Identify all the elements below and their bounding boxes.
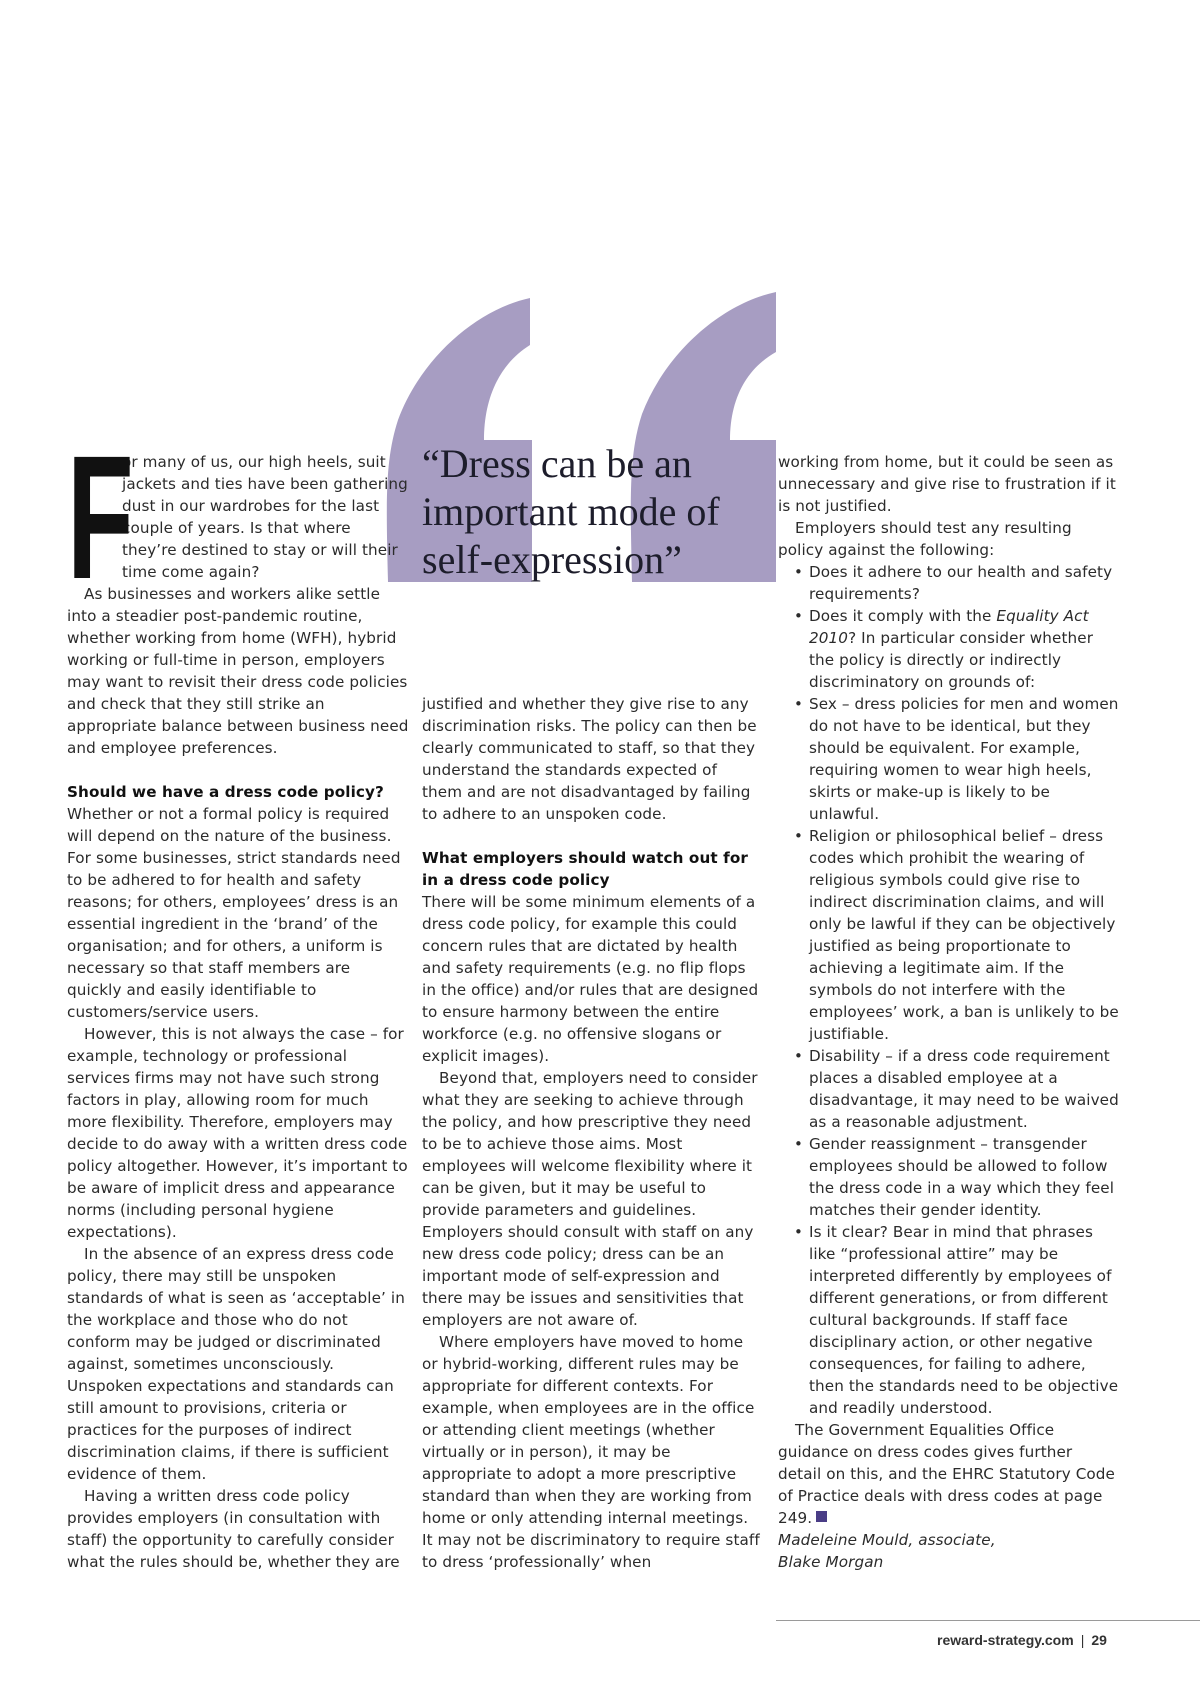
page-footer (937, 1632, 1107, 1648)
column-3 (778, 451, 1120, 1573)
intro-paragraph: or many of us, our high heels, suit jackets and ties have been gathering dust in our wardrobes for the last couple of years. Is that where they’re destined to stay or will their time come again? (122, 453, 408, 581)
page-number: 29 (1091, 1632, 1107, 1648)
author-byline: Madeleine Mould, associate, (778, 1531, 996, 1549)
pull-quote: “Dress can be an important mode of self-expression” (422, 441, 720, 582)
bullet-icon: • (794, 695, 803, 713)
column-2 (422, 693, 762, 1573)
bullet-icon: • (794, 1135, 803, 1153)
list-item: • Disability – if a dress code requirement places a disabled employee at a disadvantage, it may need to be waived as a reasonable adjustment. (794, 1047, 1119, 1131)
end-mark-icon (816, 1511, 827, 1522)
list-item: • Religion or philosophical belief – dress codes which prohibit the wearing of religious symbols could give rise to indirect discrimination claims, and will only be lawful if they can be objectively justified as being proportionate to achieving a legitimate aim. If the symbols do not interfere with the employees’ work, a ban is unlikely to be justifiable. (794, 827, 1119, 1043)
paragraph: Having a written dress code policy provides employers (in consultation with staff) the opportunity to carefully consider what the rules should be, whether they are (67, 1487, 400, 1571)
list-item: • Does it comply with the Equality Act 2010? In particular consider whether the policy is directly or indirectly discriminatory on grounds of: (794, 607, 1094, 691)
paragraph: There will be some minimum elements of a dress code policy, for example this could concern rules that are dictated by health and safety requirements (e.g. no flip flops in the office) and/or rules that are designed to ensure harmony between the entire workforce (e.g. no offensive slogans or explicit images). (422, 893, 759, 1065)
paragraph: Employers should test any resulting policy against the following: (778, 519, 1072, 559)
paragraph: justified and whether they give rise to any discrimination risks. The policy can then be clearly communicated to staff, so that they understand the standards expected of them and are not disadvantaged by failing to adhere to an unspoken code. (422, 695, 757, 823)
section-heading: What employers should watch out for in a dress code policy (422, 849, 748, 889)
paragraph: Beyond that, employers need to consider what they are seeking to achieve through the policy, and how prescriptive they need to be to achieve those aims. Most employees will welcome flexibility where it can be given, but it may be useful to provide parameters and guidelines. Employers should consult with staff on any new dress code policy; dress can be an important mode of self-expression and there may be issues and sensitivities that employers are not aware of. (422, 1069, 758, 1329)
list-item: • Gender reassignment – transgender employees should be allowed to follow the dress code in a way which they feel matches their gender identity. (794, 1135, 1115, 1219)
website-link[interactable]: reward-strategy.com (937, 1632, 1074, 1648)
footer-separator: | (1080, 1632, 1085, 1648)
column-1 (67, 420, 409, 1573)
bullet-icon: • (794, 1223, 803, 1241)
paragraph: Where employers have moved to home or hybrid-working, different rules may be appropriate for different contexts. For example, when employees are in the office or attending client meetings (whether virtually or in person), it may be appropriate to adopt a more prescriptive standard than when they are working from home or only attending internal meetings. It may not be discriminatory to require staff to dress ‘professionally’ when (422, 1333, 760, 1571)
bullet-icon: • (794, 563, 803, 581)
author-company: Blake Morgan (778, 1553, 884, 1571)
intro-block (67, 420, 409, 616)
paragraph: In the absence of an express dress code policy, there may still be unspoken standards of what is seen as ‘acceptable’ in the workplace and those who do not conform may be judged or discriminated against, sometimes unconsciously. Unspoken expectations and standards can still amount to provisions, criteria or practices for the purposes of indirect discrimination claims, if there is sufficient evidence of them. (67, 1245, 405, 1483)
paragraph: As businesses and workers alike settle into a steadier post-pandemic routine, whether working from home (WFH), hybrid working or full-time in person, employers may want to revisit their dress code policies and check that they still strike an appropriate balance between business need and employee preferences. (67, 585, 409, 757)
paragraph: working from home, but it could be seen as unnecessary and give rise to frustration if it is not justified. (778, 453, 1116, 515)
bullet-icon: • (794, 827, 803, 845)
bullet-icon: • (794, 607, 803, 625)
legislation-title: Equality Act 2010 (809, 607, 1089, 647)
paragraph: Whether or not a formal policy is required will depend on the nature of the business. For some businesses, strict standards need to be adhered to for health and safety reasons; for others, employees’ dress is an essential ingredient in the ‘brand’ of the organisation; and for others, a uniform is necessary so that staff members are quickly and easily identifiable to customers/service users. (67, 805, 401, 1021)
list-item: • Does it adhere to our health and safety requirements? (794, 563, 1113, 603)
list-item: • Sex – dress policies for men and women do not have to be identical, but they should be equivalent. For example, requiring women to wear high heels, skirts or make-up is likely to be unlawful. (794, 695, 1119, 823)
paragraph: The Government Equalities Office guidance on dress codes gives further detail on this, and the EHRC Statutory Code of Practice deals with dress codes at page 249. (778, 1421, 1115, 1527)
checklist (778, 561, 1120, 1419)
drop-cap: F (67, 420, 134, 616)
bullet-icon: • (794, 1047, 803, 1065)
section-heading: Should we have a dress code policy? (67, 783, 384, 801)
list-item: • Is it clear? Bear in mind that phrases like “professional attire” may be interpreted differently by employees of different generations, or from different cultural backgrounds. If staff face disciplinary action, or other negative consequences, for failing to adhere, then the standards need to be objective and readily understood. (794, 1223, 1119, 1417)
paragraph: However, this is not always the case – for example, technology or professional services firms may not have such strong factors in play, allowing room for much more flexibility. Therefore, employers may decide to do away with a written dress code policy altogether. However, it’s important to be aware of implicit dress and appearance norms (including personal hygiene expectations). (67, 1025, 408, 1241)
footer-divider (776, 1620, 1200, 1621)
